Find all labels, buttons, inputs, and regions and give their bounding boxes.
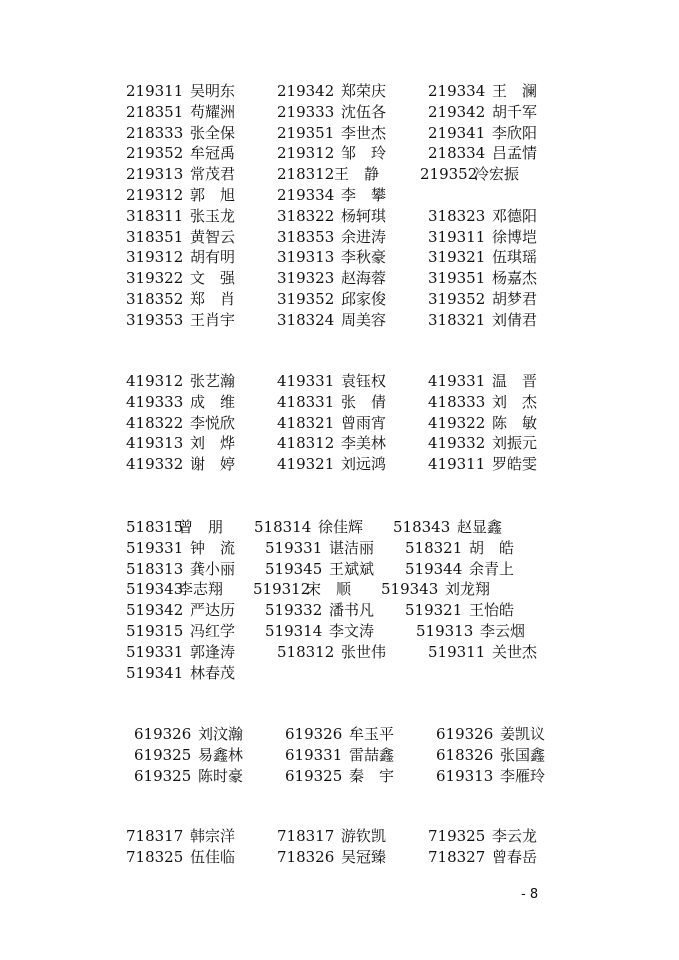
roster-section: [0, 371, 679, 475]
roster-row: [0, 517, 679, 538]
roster-row: [0, 81, 679, 102]
entry-code: 518313: [126, 559, 184, 578]
entry-name: 潘书凡: [329, 601, 375, 620]
entry-name: 刘 烨: [190, 434, 236, 453]
entry-name: 邱家俊: [341, 289, 387, 308]
entry-name: 郭 旭: [190, 185, 236, 204]
entry-code: 519331: [126, 642, 184, 661]
roster-row: [0, 268, 679, 289]
entry-code: 219334: [277, 185, 335, 204]
entry-name: 李 攀: [341, 185, 387, 204]
entry-name: 李文涛: [329, 621, 375, 640]
entry-name: 李雁玲: [500, 766, 546, 785]
entry-name: 刘龙翔: [445, 580, 491, 599]
entry-code: 419333: [126, 392, 184, 411]
entry-name: 罗皓雯: [492, 455, 538, 474]
entry-name: 雷喆鑫: [349, 745, 395, 764]
entry-code: 519311: [428, 642, 486, 661]
entry-code: 218333: [126, 123, 184, 142]
entry-name: 邓德阳: [492, 206, 538, 225]
entry-code: 619325: [285, 766, 343, 785]
entry-name: 徐博垲: [492, 227, 538, 246]
entry-code: 418333: [428, 392, 486, 411]
entry-name: 郑荣庆: [341, 82, 387, 100]
entry-name: 杨嘉杰: [492, 269, 538, 288]
entry-name: 周美容: [341, 310, 387, 329]
entry-code: 419332: [126, 455, 184, 474]
roster-section: [0, 826, 679, 868]
entry-code: 718317: [277, 827, 335, 845]
roster-row: [0, 289, 679, 310]
entry-code: 519342: [126, 601, 184, 620]
entry-code: 418331: [277, 392, 335, 411]
roster-section: [0, 81, 679, 331]
entry-name: 张世伟: [341, 642, 387, 661]
entry-code: 419311: [428, 455, 486, 474]
entry-name: 郭逢涛: [190, 642, 236, 661]
entry-name: 常茂君: [190, 165, 236, 184]
entry-name: 谌洁丽: [329, 538, 375, 557]
entry-code: 319353: [126, 310, 184, 329]
roster-row: [0, 847, 679, 868]
roster-row: [0, 310, 679, 331]
roster-row: [0, 766, 679, 787]
entry-name: 胡 皓: [469, 538, 515, 557]
entry-code: 419331: [428, 372, 486, 390]
entry-code: 218351: [126, 102, 184, 121]
entry-code: 719325: [428, 827, 486, 845]
roster-row: [0, 206, 679, 227]
entry-code: 319311: [428, 227, 486, 246]
entry-code: 518314: [254, 518, 312, 536]
entry-code: 518321: [405, 538, 463, 557]
entry-name: 关世杰: [492, 642, 538, 661]
roster-row: [0, 185, 679, 206]
entry-code: 219333: [277, 102, 335, 121]
entry-code: 319323: [277, 269, 335, 288]
entry-name: 黄智云: [190, 227, 236, 246]
entry-code: 419331: [277, 372, 335, 390]
entry-name: 冷宏振: [474, 165, 520, 184]
entry-name: 张全保: [190, 123, 236, 142]
entry-code: 518312: [277, 642, 335, 661]
roster-row: [0, 227, 679, 248]
entry-code: 518315: [126, 518, 184, 536]
entry-code: 318311: [126, 206, 184, 225]
entry-code: 219352: [126, 144, 184, 163]
entry-code: 619326: [436, 725, 494, 743]
entry-code: 718326: [277, 847, 335, 866]
page-number: - 8: [521, 887, 539, 902]
entry-name: 曾 朋: [178, 518, 224, 536]
entry-name: 吴冠臻: [341, 847, 387, 866]
entry-name: 姜凯议: [500, 725, 546, 743]
entry-code: 218334: [428, 144, 486, 163]
roster-row: [0, 102, 679, 123]
roster-row: [0, 559, 679, 580]
entry-code: 419332: [428, 434, 486, 453]
entry-name: 冯红学: [190, 621, 236, 640]
entry-name: 余青上: [469, 559, 515, 578]
entry-code: 419321: [277, 455, 335, 474]
entry-code: 319312: [126, 248, 184, 267]
entry-name: 邹 玲: [341, 144, 387, 163]
entry-name: 刘振元: [492, 434, 538, 453]
entry-code: 318323: [428, 206, 486, 225]
entry-name: 刘倩君: [492, 310, 538, 329]
entry-name: 李美林: [341, 434, 387, 453]
entry-name: 沈伍各: [341, 102, 387, 121]
entry-name: 李欣阳: [492, 123, 538, 142]
entry-code: 419322: [428, 413, 486, 432]
roster-row: [0, 247, 679, 268]
roster-row: [0, 164, 679, 185]
roster-row: [0, 371, 679, 392]
entry-name: 文 强: [190, 269, 236, 288]
entry-name: 李云龙: [492, 827, 538, 845]
entry-code: 319321: [428, 248, 486, 267]
entry-code: 619326: [285, 725, 343, 743]
entry-name: 李世杰: [341, 123, 387, 142]
entry-name: 陈 敏: [492, 413, 538, 432]
entry-name: 王 澜: [492, 82, 538, 100]
roster-row: [0, 538, 679, 559]
entry-code: 318351: [126, 227, 184, 246]
entry-name: 龚小丽: [190, 559, 236, 578]
entry-code: 418321: [277, 413, 335, 432]
entry-code: 319352: [428, 289, 486, 308]
entry-name: 温 晋: [492, 372, 538, 390]
entry-code: 318353: [277, 227, 335, 246]
roster-row: [0, 433, 679, 454]
entry-code: 618326: [436, 745, 494, 764]
entry-code: 219352: [420, 165, 478, 184]
entry-code: 519331: [265, 538, 323, 557]
entry-code: 518343: [393, 518, 451, 536]
entry-code: 519343: [126, 580, 184, 599]
entry-code: 219312: [277, 144, 335, 163]
entry-code: 318321: [428, 310, 486, 329]
entry-code: 519345: [265, 559, 323, 578]
entry-code: 619326: [134, 725, 192, 743]
entry-code: 519332: [265, 601, 323, 620]
roster-row: [0, 600, 679, 621]
entry-name: 严达历: [190, 601, 236, 620]
entry-code: 519341: [126, 663, 184, 682]
entry-code: 419313: [126, 434, 184, 453]
entry-name: 张 倩: [341, 392, 387, 411]
entry-name: 王怡皓: [469, 601, 515, 620]
entry-code: 219342: [428, 102, 486, 121]
roster-row: [0, 745, 679, 766]
entry-name: 李志翔: [178, 580, 224, 599]
roster-row: [0, 413, 679, 434]
roster-row: [0, 143, 679, 164]
entry-code: 718317: [126, 827, 184, 845]
entry-name: 秦 宇: [349, 766, 395, 785]
entry-name: 王 静: [334, 165, 380, 184]
roster-section: [0, 724, 679, 786]
entry-name: 王斌斌: [329, 559, 375, 578]
entry-code: 718325: [126, 847, 184, 866]
entry-name: 牟玉平: [349, 725, 395, 743]
entry-name: 陈时豪: [198, 766, 244, 785]
roster-row: [0, 392, 679, 413]
entry-code: 219312: [126, 185, 184, 204]
roster-section: [0, 517, 679, 683]
entry-code: 418322: [126, 413, 184, 432]
roster-row: [0, 724, 679, 745]
entry-code: 318352: [126, 289, 184, 308]
entry-name: 余进涛: [341, 227, 387, 246]
entry-name: 李悦欣: [190, 413, 236, 432]
entry-name: 胡有明: [190, 248, 236, 267]
entry-name: 刘 杰: [492, 392, 538, 411]
entry-name: 赵显鑫: [457, 518, 503, 536]
entry-code: 318324: [277, 310, 335, 329]
entry-code: 519312: [253, 580, 311, 599]
entry-name: 易鑫林: [198, 745, 244, 764]
entry-name: 成 维: [190, 392, 236, 411]
entry-code: 418312: [277, 434, 335, 453]
entry-code: 519343: [381, 580, 439, 599]
entry-code: 619331: [285, 745, 343, 764]
entry-name: 张艺瀚: [190, 372, 236, 390]
entry-name: 游钦凯: [341, 827, 387, 845]
entry-code: 219313: [126, 165, 184, 184]
entry-name: 郑 肖: [190, 289, 236, 308]
entry-name: 胡千军: [492, 102, 538, 121]
entry-name: 宋 顺: [306, 580, 352, 599]
entry-name: 张玉龙: [190, 206, 236, 225]
roster-row: [0, 826, 679, 847]
entry-name: 刘远鸿: [341, 455, 387, 474]
entry-code: 319322: [126, 269, 184, 288]
entry-name: 徐佳辉: [318, 518, 364, 536]
entry-code: 219351: [277, 123, 335, 142]
entry-name: 谢 婷: [190, 455, 236, 474]
entry-name: 牟冠禹: [190, 144, 236, 163]
roster-row: [0, 621, 679, 642]
entry-name: 张国鑫: [500, 745, 546, 764]
entry-code: 519331: [126, 538, 184, 557]
entry-code: 619313: [436, 766, 494, 785]
entry-code: 519344: [405, 559, 463, 578]
entry-code: 219311: [126, 82, 184, 100]
entry-name: 伍琪瑶: [492, 248, 538, 267]
entry-name: 苟耀洲: [190, 102, 236, 121]
entry-code: 519315: [126, 621, 184, 640]
entry-code: 519313: [416, 621, 474, 640]
entry-code: 718327: [428, 847, 486, 866]
entry-name: 李云烟: [480, 621, 526, 640]
entry-name: 伍佳临: [190, 847, 236, 866]
entry-name: 胡梦君: [492, 289, 538, 308]
roster-row: [0, 123, 679, 144]
entry-code: 219341: [428, 123, 486, 142]
entry-name: 钟 流: [190, 538, 236, 557]
entry-code: 619325: [134, 745, 192, 764]
entry-code: 519321: [405, 601, 463, 620]
entry-code: 218312: [277, 165, 335, 184]
entry-code: 319313: [277, 248, 335, 267]
entry-name: 曾雨宵: [341, 413, 387, 432]
roster-row: [0, 642, 679, 663]
roster-row: [0, 663, 679, 684]
roster-row: [0, 454, 679, 475]
entry-code: 319351: [428, 269, 486, 288]
entry-name: 杨轲琪: [341, 206, 387, 225]
entry-code: 319352: [277, 289, 335, 308]
entry-code: 219334: [428, 82, 486, 100]
entry-name: 韩宗洋: [190, 827, 236, 845]
entry-name: 袁钰权: [341, 372, 387, 390]
entry-name: 赵海蓉: [341, 269, 387, 288]
entry-name: 林春茂: [190, 663, 236, 682]
entry-code: 318322: [277, 206, 335, 225]
entry-code: 619325: [134, 766, 192, 785]
roster-row: [0, 579, 679, 600]
entry-name: 刘汶瀚: [198, 725, 244, 743]
entry-name: 吕孟情: [492, 144, 538, 163]
entry-code: 419312: [126, 372, 184, 390]
entry-name: 李秋豪: [341, 248, 387, 267]
entry-name: 吴明东: [190, 82, 236, 100]
entry-name: 王肖宇: [190, 310, 236, 329]
entry-code: 219342: [277, 82, 335, 100]
entry-name: 曾春岳: [492, 847, 538, 866]
entry-code: 519314: [265, 621, 323, 640]
